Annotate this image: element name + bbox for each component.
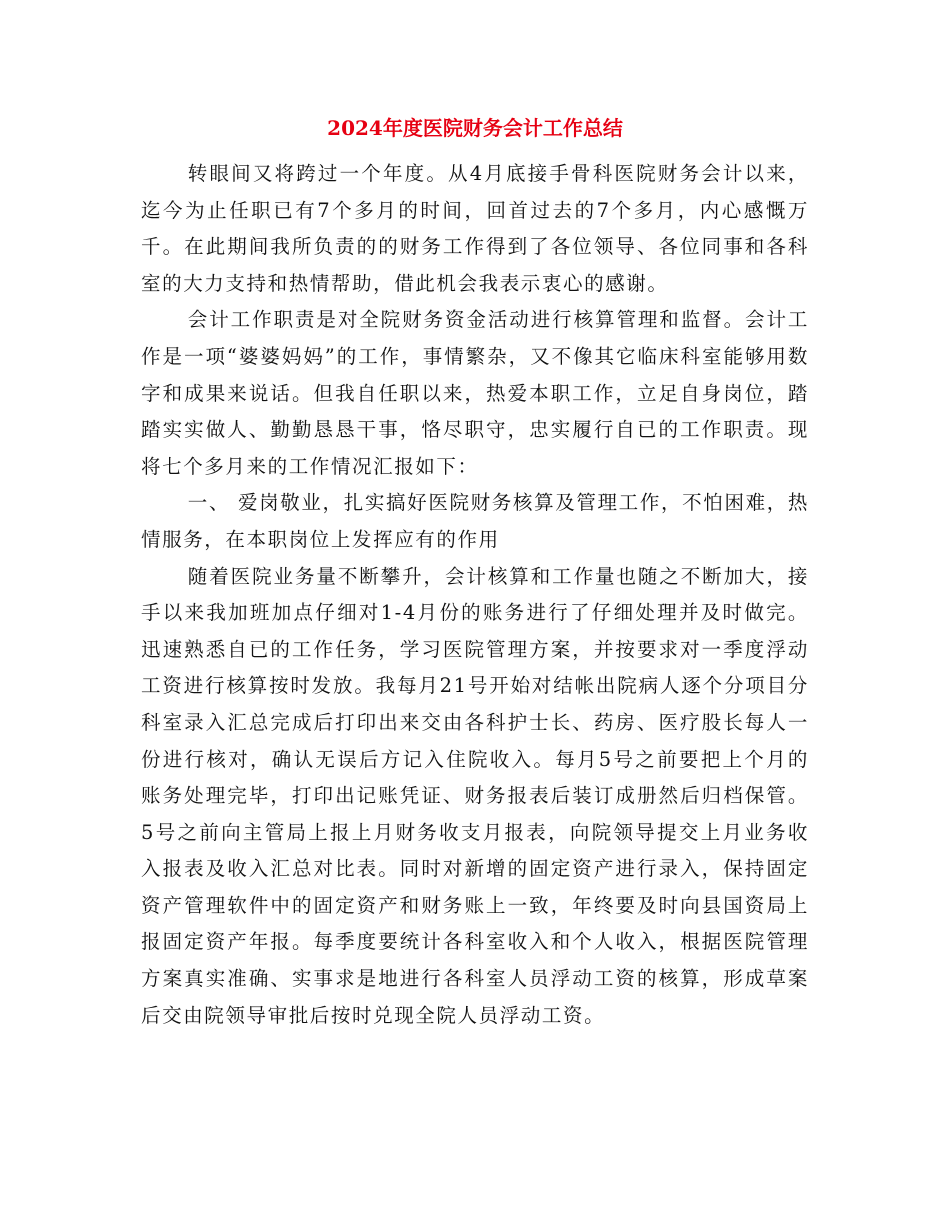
paragraph-4: 随着医院业务量不断攀升，会计核算和工作量也随之不断加大，接手以来我加班加点仔细对1-4月份的账务进行了仔细处理并及时做完。迅速熟悉自已的工作任务，学习医院管理方案，并按要求对一季度浮动工资进行核算按时发放。我每月21号开始对结帐出院病人逐个分项目分科室录入汇总完成后打印出来交由各科护士长、药房、医疗股长每人一份进行核对，确认无误后方记入住院收入。每月5号之前要把上个月的账务处理完毕，打印出记账凭证、财务报表后装订成册然后归档保管。5号之前向主管局上报上月财务收支月报表，向院领导提交上月业务收入报表及收入汇总对比表。同时对新增的固定资产进行录入，保持固定资产管理软件中的固定资产和财务账上一致，年终要及时向县国资局上报固定资产年报。每季度要统计各科室收入和个人收入，根据医院管理方案真实准确、实事求是地进行各科室人员浮动工资的核算，形成草案后交由院领导审批后按时兑现全院人员浮动工资。	[141, 564, 809, 1027]
document-body	[141, 156, 809, 1034]
document-title: 2024年度医院财务会计工作总结	[327, 116, 623, 140]
paragraph-1: 转眼间又将跨过一个年度。从4月底接手骨科医院财务会计以来，迄今为止任职已有7个多月的时间，回首过去的7个多月，内心感慨万千。在此期间我所负责的的财务工作得到了各位领导、各位同事和各科室的大力支持和热情帮助，借此机会我表示衷心的感谢。	[141, 162, 809, 295]
paragraph-3-section-heading: 一、 爱岗敬业，扎实搞好医院财务核算及管理工作，不怕困难，热情服务，在本职岗位上发挥应有的作用	[141, 491, 809, 551]
paragraph-2: 会计工作职责是对全院财务资金活动进行核算管理和监督。会计工作是一项“婆婆妈妈”的工作，事情繁杂，又不像其它临床科室能够用数字和成果来说话。但我自任职以来，热爱本职工作，立足自身岗位，踏踏实实做人、勤勤恳恳干事，恪尽职守，忠实履行自已的工作职责。现将七个多月来的工作情况汇报如下：	[141, 308, 809, 478]
